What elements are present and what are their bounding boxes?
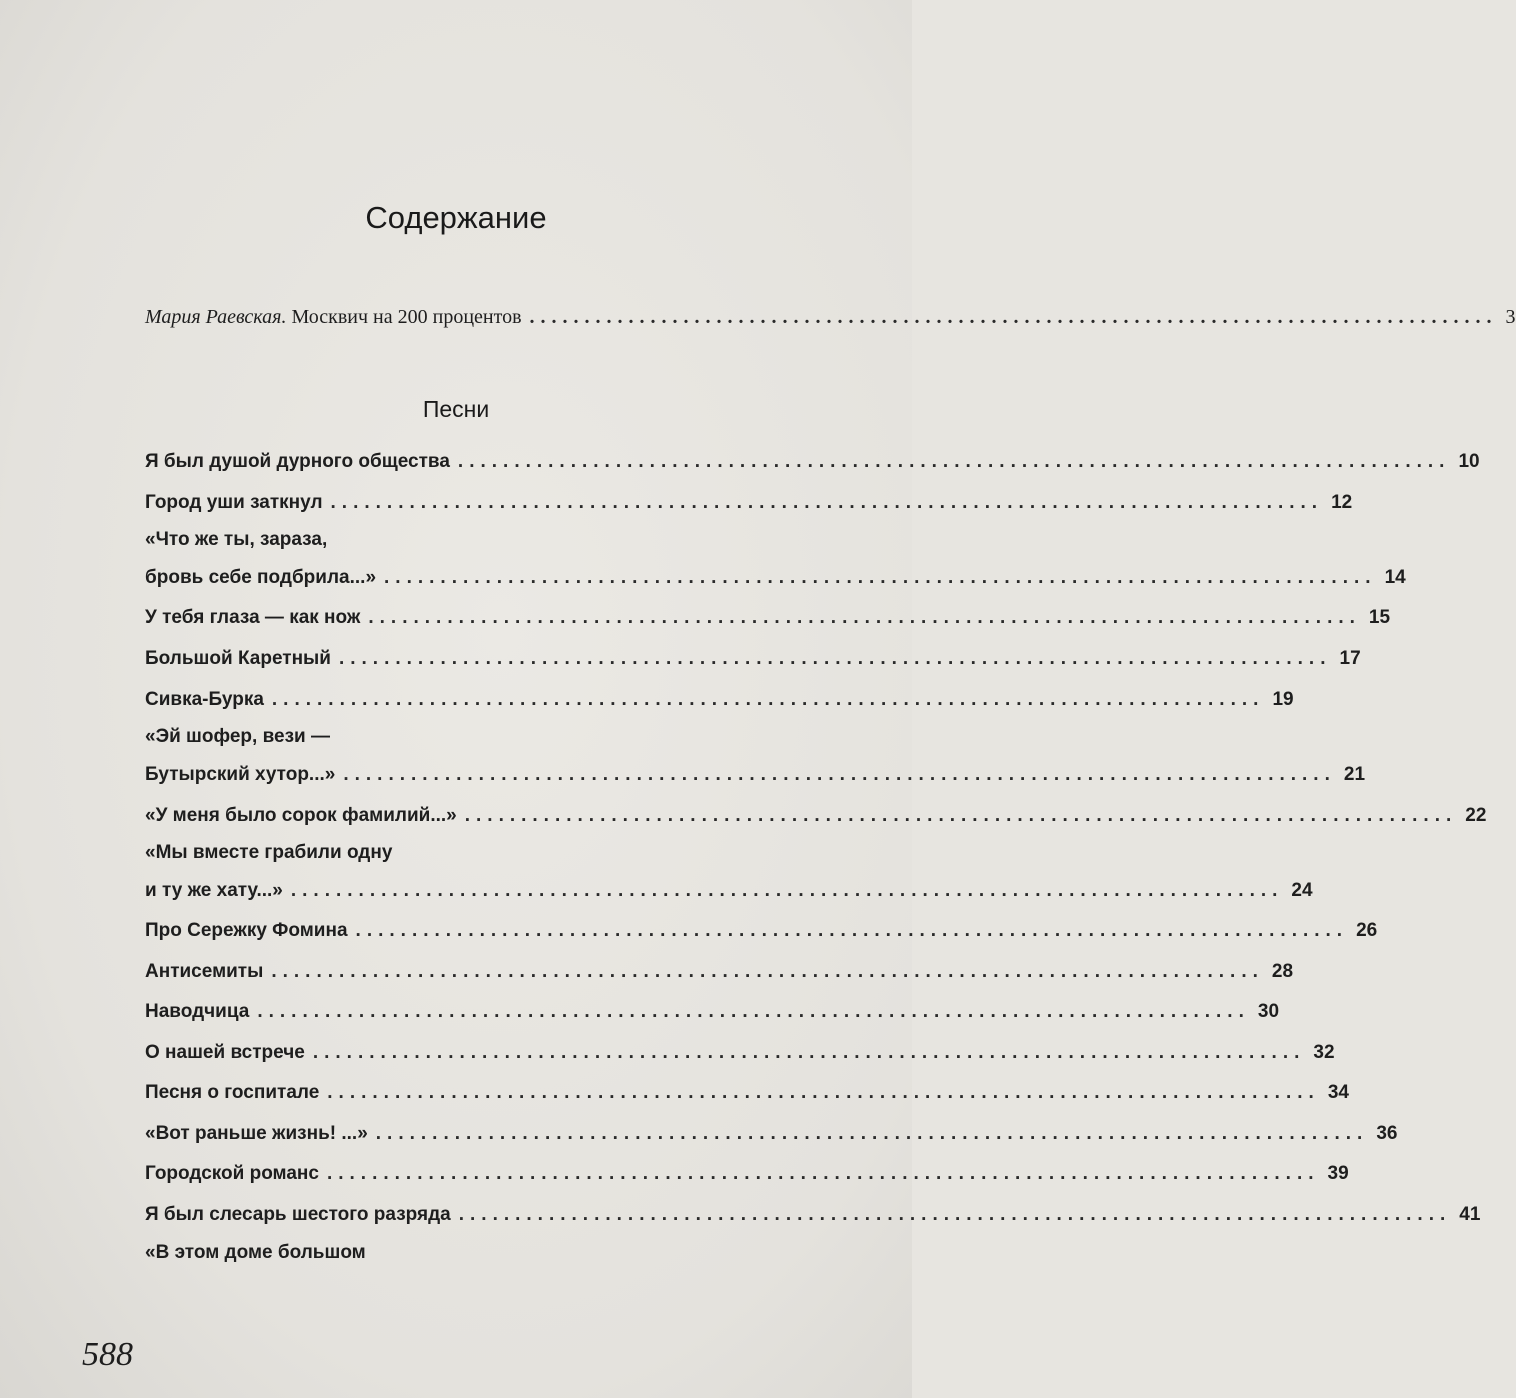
toc-entry-page-number: 14 bbox=[1384, 567, 1406, 588]
toc-entry-title: Сивка-Бурка bbox=[145, 689, 264, 710]
dot-leader: ........................................................................................ bbox=[271, 689, 1265, 710]
toc-entry-title: О нашей встрече bbox=[145, 1042, 305, 1063]
toc-entry-page-number: 36 bbox=[1376, 1123, 1398, 1144]
toc-entry-title: Антисемиты bbox=[145, 961, 264, 982]
toc-entry-page-number: 10 bbox=[1458, 451, 1480, 472]
toc-entry-title: Я был слесарь шестого разряда bbox=[145, 1204, 451, 1225]
toc-entry-title: У тебя глаза — как нож bbox=[145, 607, 361, 628]
toc-entry-page-number: 24 bbox=[1291, 880, 1313, 901]
toc-entry-title: Я был душой дурного общества bbox=[145, 451, 450, 472]
dot-leader: ........................................................................................ bbox=[529, 306, 1498, 328]
toc-entry bbox=[145, 1042, 1335, 1064]
toc-entry bbox=[145, 880, 1313, 902]
toc-entry bbox=[145, 492, 1353, 514]
toc-entry bbox=[145, 567, 1406, 589]
toc-entry-page-number: 22 bbox=[1465, 805, 1487, 826]
toc-entry bbox=[145, 1163, 1349, 1185]
toc-entry-page-number: 15 bbox=[1368, 607, 1391, 628]
dot-leader: ........................................................................................ bbox=[355, 920, 1349, 941]
toc-entry-title: Наводчица bbox=[145, 1001, 250, 1022]
dot-leader: ........................................................................................ bbox=[290, 880, 1284, 901]
dot-leader: ........................................................................................ bbox=[464, 805, 1458, 826]
toc-entry-partial: «В этом доме большом bbox=[145, 1242, 366, 1263]
contents-heading: Содержание bbox=[365, 200, 547, 235]
toc-entry bbox=[145, 607, 1391, 629]
toc-entry bbox=[145, 805, 1487, 827]
toc-entry-page-number: 32 bbox=[1313, 1042, 1335, 1063]
toc-entry bbox=[145, 689, 1294, 711]
toc-entry-title: Песня о госпитале bbox=[145, 1082, 320, 1103]
toc-entry-title: «У меня было сорок фамилий...» bbox=[145, 805, 457, 826]
dot-leader: ........................................................................................ bbox=[271, 961, 1264, 982]
dot-leader: ........................................................................................ bbox=[375, 1123, 1369, 1144]
intro-page-number: 3 bbox=[1505, 306, 1516, 328]
toc-entry bbox=[145, 451, 1480, 473]
toc-entry-page-number: 28 bbox=[1271, 961, 1294, 982]
dot-leader: ........................................................................................ bbox=[343, 764, 1336, 785]
dot-leader: ........................................................................................ bbox=[457, 451, 1451, 472]
toc-entry bbox=[145, 1204, 1481, 1226]
dot-leader: ........................................................................................ bbox=[330, 492, 1324, 513]
intro-author: Мария Раевская. bbox=[145, 306, 287, 328]
toc-entry-intro bbox=[145, 306, 1516, 329]
section-heading-songs: Песни bbox=[422, 396, 490, 422]
toc-entry-page-number: 41 bbox=[1459, 1204, 1481, 1225]
toc-entry-title: Город уши заткнул bbox=[145, 492, 323, 513]
toc-entry-page-number: 19 bbox=[1272, 689, 1294, 710]
dot-leader: ........................................................................................ bbox=[458, 1204, 1452, 1225]
toc-entry bbox=[145, 1123, 1398, 1145]
toc-entry-first-line: «Мы вместе грабили одну bbox=[145, 842, 393, 863]
toc-entry-page-number: 34 bbox=[1327, 1082, 1349, 1103]
toc-entry bbox=[145, 648, 1361, 670]
dot-leader: ........................................................................................ bbox=[338, 648, 1332, 669]
toc-entry-title: Бутырский хутор...» bbox=[145, 764, 336, 785]
toc-entry bbox=[145, 1082, 1349, 1104]
dot-leader: ........................................................................................ bbox=[384, 567, 1377, 588]
dot-leader: ........................................................................................ bbox=[368, 607, 1361, 628]
dot-leader: ........................................................................................ bbox=[312, 1042, 1306, 1063]
toc-entry-title: и ту же хату...» bbox=[145, 880, 283, 901]
dot-leader: ........................................................................................ bbox=[326, 1163, 1320, 1184]
toc-entry-first-line: «Что же ты, зараза, bbox=[145, 529, 328, 550]
toc-entry bbox=[145, 764, 1366, 786]
toc-entry bbox=[145, 961, 1294, 983]
toc-entry-page-number: 30 bbox=[1257, 1001, 1280, 1022]
dot-leader: ........................................................................................ bbox=[257, 1001, 1250, 1022]
toc-entry-page-number: 39 bbox=[1327, 1163, 1349, 1184]
toc-entry bbox=[145, 920, 1378, 942]
dot-leader: ........................................................................................ bbox=[327, 1082, 1320, 1103]
toc-entry-title: Про Сережку Фомина bbox=[145, 920, 348, 941]
toc-entry-page-number: 12 bbox=[1331, 492, 1353, 513]
toc-entry bbox=[145, 1001, 1280, 1023]
toc-entry-page-number: 26 bbox=[1356, 920, 1378, 941]
toc-entry-title: Городской романс bbox=[145, 1163, 319, 1184]
toc-entry-title: Большой Каретный bbox=[145, 648, 331, 669]
page-number: 588 bbox=[82, 1336, 133, 1373]
toc-entry-page-number: 17 bbox=[1339, 648, 1361, 669]
toc-entry-first-line: «Эй шофер, вези — bbox=[145, 726, 330, 747]
intro-title: Москвич на 200 процентов bbox=[291, 306, 522, 328]
toc-entry-title: бровь себе подбрила...» bbox=[145, 567, 377, 588]
toc-entry-page-number: 21 bbox=[1343, 764, 1366, 785]
toc-entry-title: «Вот раньше жизнь! ...» bbox=[145, 1123, 368, 1144]
